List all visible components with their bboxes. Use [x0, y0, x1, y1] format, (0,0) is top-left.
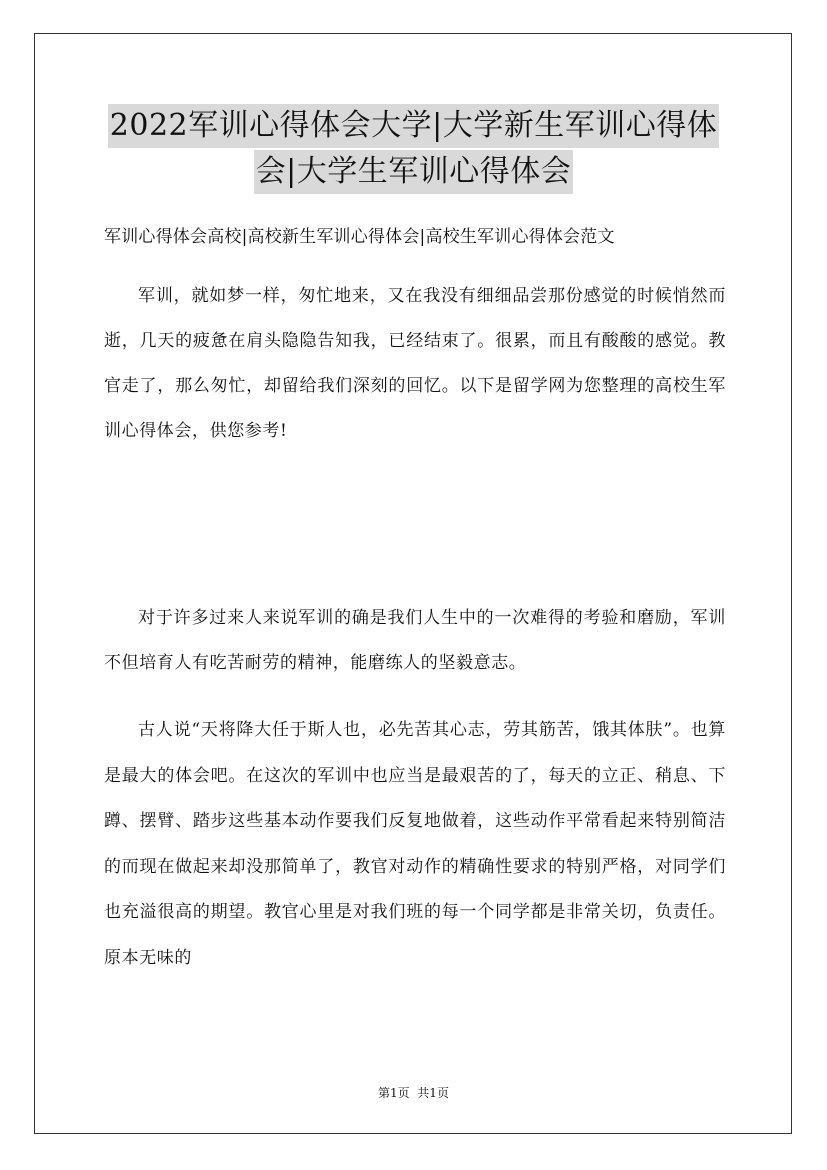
- title-line-2: 会|大学生军训心得体会: [254, 150, 574, 194]
- document-subtitle: 军训心得体会高校|高校新生军训心得体会|高校生军训心得体会范文: [104, 227, 615, 247]
- page-footer: 第1页 共1页: [378, 1086, 449, 1100]
- paragraph-intro: 军训，就如梦一样，匆忙地来，又在我没有细细品尝那份感觉的时候悄然而逝，几天的疲惫在肩头隐隐告知我，已经结束了。很累，而且有酸酸的感觉。教官走了，那么匆忙，却留给我们深刻的回忆。以下是留学网为您整理的高校生军训心得体会，供您参考!: [104, 286, 726, 441]
- document-title: [60, 104, 767, 196]
- paragraph-3: 古人说“天将降大任于斯人也，必先苦其心志，劳其筋苦，饿其体肤”。也算是最大的体会吧。在这次的军训中也应当是最艰苦的了，每天的立正、稍息、下蹲、摆臂、踏步这些基本动作要我们反复地做着，这些动作平常看起来特别简洁的而现在做起来却没那简单了，教官对动作的精确性要求的特别严格，对同学们也充溢很高的期望。教官心里是对我们班的每一个同学都是非常关切，负责任。原本无味的: [104, 720, 726, 968]
- paragraph-2: 对于许多过来人来说军训的确是我们人生中的一次难得的考验和磨励，军训不但培育人有吃苦耐劳的精神，能磨练人的坚毅意志。: [104, 608, 726, 673]
- title-line-1: 2022军训心得体会大学|大学新生军训心得体: [108, 104, 719, 148]
